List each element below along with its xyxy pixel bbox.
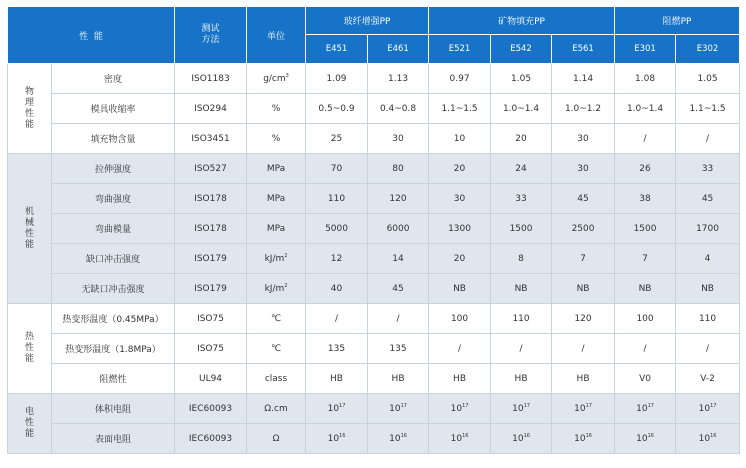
value-text: HB: [514, 373, 528, 384]
value-text: HB: [330, 373, 343, 384]
value-cell: [429, 124, 491, 154]
unit-text: class: [264, 373, 288, 384]
value-text: HB: [391, 373, 405, 384]
value-cell: [552, 424, 615, 454]
value-cell: [368, 124, 429, 154]
value-text: /: [458, 343, 462, 354]
property-name: 拉伸强度: [52, 154, 175, 184]
value-cell: [615, 184, 676, 214]
category-char: 电: [24, 407, 34, 417]
test-method: IEC60093: [175, 394, 247, 424]
unit-cell: [247, 244, 306, 274]
value-text: 10: [327, 403, 340, 414]
property-name: 阻燃性: [52, 364, 175, 394]
property-name: 热变形温度（1.8MPa）: [52, 334, 175, 364]
value-cell: [491, 184, 552, 214]
value-text: 1500: [633, 223, 657, 234]
table-row: [8, 274, 740, 304]
property-name: 弯曲强度: [52, 184, 175, 214]
value-cell: [615, 334, 676, 364]
value-text: 110: [327, 193, 346, 204]
table-row: [8, 334, 740, 364]
value-cell: [306, 184, 368, 214]
test-method: UL94: [175, 364, 247, 394]
value-cell: [615, 94, 676, 124]
property-name: 填充物含量: [52, 124, 175, 154]
value-cell: [615, 124, 676, 154]
value-text: 24: [515, 163, 527, 174]
value-cell: [429, 364, 491, 394]
value-text: NB: [638, 283, 652, 294]
value-cell: [615, 154, 676, 184]
header-grade: E302: [676, 35, 740, 64]
category-label: [8, 154, 52, 304]
table-row: [8, 424, 740, 454]
value-text: 1.0~1.2: [564, 103, 602, 114]
category-char: 性: [24, 418, 34, 428]
unit-text: ℃: [270, 343, 282, 354]
property-name: 体积电阻: [52, 394, 175, 424]
value-cell: [491, 94, 552, 124]
value-text: 1300: [448, 223, 471, 234]
category-char: 机: [24, 206, 34, 217]
value-cell: [306, 364, 368, 394]
value-cell: [491, 124, 552, 154]
value-cell: [676, 364, 740, 394]
test-method: ISO178: [175, 184, 247, 214]
spec-table-wrapper: [7, 6, 739, 454]
value-cell: [615, 304, 676, 334]
value-cell: [306, 274, 368, 304]
value-text: V0: [639, 373, 651, 384]
value-cell: [552, 304, 615, 334]
value-text: 1.0~1.4: [626, 103, 664, 114]
value-cell: [676, 124, 740, 154]
value-cell: [491, 214, 552, 244]
property-name: 缺口冲击强度: [52, 244, 175, 274]
unit-cell: [247, 304, 306, 334]
header-grade: E461: [368, 35, 429, 64]
value-cell: [429, 214, 491, 244]
header-group-mineral: 矿物填充PP: [429, 7, 615, 35]
unit-cell: [247, 334, 306, 364]
property-name: 模具收缩率: [52, 94, 175, 124]
value-text: 1.1~1.5: [689, 103, 726, 114]
unit-cell: [247, 274, 306, 304]
value-cell: [615, 274, 676, 304]
category-char: 性: [24, 108, 34, 119]
unit-text: kJ/m: [264, 253, 285, 264]
table-row: [8, 364, 740, 394]
value-cell: [552, 364, 615, 394]
value-text: 110: [512, 313, 530, 324]
value-text: 30: [577, 133, 589, 144]
header-group-flame-retardant: 阻燃PP: [615, 7, 740, 35]
value-text: /: [581, 343, 585, 354]
category-char: 能: [24, 239, 34, 250]
unit-text: %: [271, 133, 281, 144]
value-cell: [491, 244, 552, 274]
value-text: 10: [512, 403, 524, 414]
value-cell: [368, 334, 429, 364]
value-cell: [429, 274, 491, 304]
value-text: /: [519, 343, 523, 354]
category-char: 性: [24, 343, 34, 353]
value-text: 1.05: [511, 73, 532, 84]
value-text: 38: [639, 193, 651, 204]
value-text: 1.0~1.4: [502, 103, 540, 114]
value-text: HB: [453, 373, 466, 384]
value-text: 10: [450, 403, 463, 414]
value-text: 20: [515, 133, 527, 144]
value-cell: [491, 334, 552, 364]
value-cell: [429, 394, 491, 424]
property-name: 弯曲模量: [52, 214, 175, 244]
value-text: 30: [453, 193, 466, 204]
value-cell: [676, 184, 740, 214]
header-grade: E521: [429, 35, 491, 64]
value-cell: [552, 214, 615, 244]
unit-text: Ω.cm: [264, 403, 288, 414]
value-cell: [552, 154, 615, 184]
value-exponent: 17: [462, 402, 469, 409]
value-cell: [615, 64, 676, 94]
value-cell: [368, 304, 429, 334]
value-cell: [368, 274, 429, 304]
value-text: 1.05: [697, 73, 718, 84]
header-unit: 单位: [247, 7, 306, 64]
value-text: 120: [389, 193, 407, 204]
category-char: 械: [24, 217, 34, 228]
value-text: 45: [392, 283, 404, 294]
header-grade: E561: [552, 35, 615, 64]
value-text: 135: [327, 343, 346, 354]
value-text: 20: [453, 163, 466, 174]
value-cell: [676, 64, 740, 94]
value-cell: [306, 394, 368, 424]
value-text: 120: [574, 313, 592, 324]
test-method: ISO3451: [175, 124, 247, 154]
unit-text: MPa: [266, 223, 286, 234]
value-text: 45: [577, 193, 589, 204]
pp-properties-table: [7, 6, 740, 454]
value-text: 40: [330, 283, 343, 294]
value-text: /: [334, 313, 339, 324]
unit-cell: [247, 214, 306, 244]
value-exponent: 17: [647, 402, 654, 409]
header-grade: E542: [491, 35, 552, 64]
value-cell: [676, 94, 740, 124]
category-label: [8, 394, 52, 454]
value-cell: [552, 64, 615, 94]
unit-superscript: 3: [285, 72, 289, 79]
value-exponent: 16: [647, 432, 654, 439]
value-cell: [429, 154, 491, 184]
value-cell: [306, 244, 368, 274]
value-cell: [306, 424, 368, 454]
value-text: 7: [642, 253, 648, 264]
header-grade: E301: [615, 35, 676, 64]
value-text: /: [706, 133, 710, 144]
category-label: [8, 64, 52, 154]
value-text: 10: [389, 433, 401, 444]
value-cell: [429, 304, 491, 334]
value-cell: [552, 244, 615, 274]
unit-cell: [247, 424, 306, 454]
value-cell: [552, 124, 615, 154]
value-text: 12: [330, 253, 343, 264]
table-row: [8, 64, 740, 94]
value-text: 30: [577, 163, 589, 174]
value-text: 100: [450, 313, 469, 324]
value-text: 10: [389, 403, 401, 414]
value-cell: [368, 154, 429, 184]
value-cell: [552, 94, 615, 124]
header-test-method: 测试 方法: [175, 7, 247, 64]
test-method: ISO1183: [175, 64, 247, 94]
property-name: 密度: [52, 64, 175, 94]
value-text: 10: [698, 403, 711, 414]
unit-text: kJ/m: [264, 283, 285, 294]
value-cell: [368, 94, 429, 124]
table-row: [8, 124, 740, 154]
value-cell: [306, 214, 368, 244]
value-text: NB: [701, 283, 714, 294]
value-text: HB: [576, 373, 590, 384]
value-text: 10: [450, 433, 463, 444]
value-text: NB: [576, 283, 590, 294]
value-exponent: 16: [339, 432, 346, 439]
table-row: [8, 304, 740, 334]
value-cell: [491, 64, 552, 94]
property-name: 热变形温度（0.45MPa）: [52, 304, 175, 334]
value-cell: [552, 274, 615, 304]
value-text: 1.09: [326, 73, 347, 84]
value-text: 70: [330, 163, 343, 174]
header-grade: E451: [306, 35, 368, 64]
value-text: 110: [698, 313, 717, 324]
value-cell: [429, 94, 491, 124]
value-cell: [368, 244, 429, 274]
value-text: 10: [453, 133, 466, 144]
unit-cell: [247, 124, 306, 154]
value-cell: [491, 274, 552, 304]
category-char: 能: [24, 119, 34, 130]
value-exponent: 17: [710, 402, 717, 409]
value-text: 20: [453, 253, 466, 264]
value-exponent: 16: [585, 432, 592, 439]
value-cell: [368, 364, 429, 394]
value-text: 10: [636, 433, 648, 444]
value-text: 1700: [696, 223, 719, 234]
value-text: 1500: [509, 223, 533, 234]
property-name: 无缺口冲击强度: [52, 274, 175, 304]
value-text: 0.5~0.9: [318, 103, 355, 114]
unit-cell: [247, 394, 306, 424]
value-cell: [676, 244, 740, 274]
value-text: 2500: [571, 223, 595, 234]
test-method: ISO179: [175, 244, 247, 274]
value-text: 1.13: [388, 73, 409, 84]
unit-cell: [247, 154, 306, 184]
unit-text: g/cm: [263, 73, 286, 84]
value-cell: [676, 274, 740, 304]
test-method: ISO178: [175, 214, 247, 244]
value-text: 8: [518, 253, 524, 264]
value-exponent: 17: [523, 402, 530, 409]
value-text: V-2: [700, 373, 715, 384]
value-text: 7: [580, 253, 586, 264]
value-text: 26: [639, 163, 651, 174]
value-cell: [429, 184, 491, 214]
value-text: 10: [574, 433, 586, 444]
unit-text: MPa: [266, 193, 286, 204]
table-row: [8, 244, 740, 274]
value-cell: [368, 214, 429, 244]
value-exponent: 16: [400, 432, 407, 439]
unit-cell: [247, 184, 306, 214]
value-text: 4: [704, 253, 711, 264]
value-cell: [552, 184, 615, 214]
value-cell: [429, 244, 491, 274]
value-text: /: [396, 313, 400, 324]
value-cell: [368, 424, 429, 454]
value-text: /: [643, 343, 647, 354]
unit-superscript: 2: [284, 252, 288, 259]
value-text: 0.4~0.8: [379, 103, 417, 114]
value-text: /: [643, 133, 647, 144]
value-cell: [368, 184, 429, 214]
value-cell: [306, 94, 368, 124]
value-text: 1.1~1.5: [441, 103, 478, 114]
value-exponent: 17: [400, 402, 407, 409]
value-cell: [615, 394, 676, 424]
value-cell: [491, 394, 552, 424]
value-text: 6000: [386, 223, 410, 234]
table-row: [8, 94, 740, 124]
unit-cell: [247, 64, 306, 94]
value-text: 1.08: [635, 73, 656, 84]
value-cell: [676, 154, 740, 184]
value-cell: [676, 424, 740, 454]
value-text: 80: [392, 163, 404, 174]
unit-cell: [247, 94, 306, 124]
table-row: [8, 184, 740, 214]
value-cell: [615, 364, 676, 394]
value-cell: [552, 394, 615, 424]
value-cell: [491, 364, 552, 394]
value-exponent: 16: [710, 432, 717, 439]
test-method: ISO75: [175, 334, 247, 364]
value-cell: [676, 394, 740, 424]
value-cell: [429, 424, 491, 454]
category-char: 物: [24, 86, 34, 97]
unit-text: %: [271, 103, 281, 114]
table-row: [8, 214, 740, 244]
header-property: 性 能: [8, 7, 175, 64]
value-cell: [306, 154, 368, 184]
value-text: NB: [453, 283, 466, 294]
value-exponent: 17: [585, 402, 592, 409]
test-method: IEC60093: [175, 424, 247, 454]
test-method: ISO527: [175, 154, 247, 184]
value-text: 100: [636, 313, 654, 324]
table-body: [8, 64, 740, 454]
value-text: 1.14: [573, 73, 594, 84]
value-text: 45: [701, 193, 714, 204]
value-cell: [615, 244, 676, 274]
value-exponent: 16: [523, 432, 530, 439]
value-text: 14: [392, 253, 404, 264]
value-text: 10: [698, 433, 711, 444]
value-exponent: 17: [339, 402, 346, 409]
value-cell: [306, 64, 368, 94]
value-cell: [368, 64, 429, 94]
value-cell: [429, 64, 491, 94]
value-text: 10: [327, 433, 340, 444]
category-char: 能: [24, 354, 34, 364]
value-cell: [491, 304, 552, 334]
value-cell: [552, 334, 615, 364]
value-text: /: [706, 343, 710, 354]
table-row: [8, 394, 740, 424]
value-cell: [306, 124, 368, 154]
value-cell: [429, 334, 491, 364]
value-text: 33: [701, 163, 714, 174]
value-cell: [676, 304, 740, 334]
value-cell: [491, 424, 552, 454]
test-method: ISO75: [175, 304, 247, 334]
value-cell: [368, 394, 429, 424]
category-label: [8, 304, 52, 394]
header-group-glass-fiber: 玻纤增强PP: [306, 7, 429, 35]
table-row: [8, 154, 740, 184]
test-method: ISO179: [175, 274, 247, 304]
category-char: 理: [24, 97, 34, 108]
value-text: NB: [514, 283, 528, 294]
category-char: 性: [24, 228, 34, 239]
value-cell: [491, 154, 552, 184]
category-char: 能: [24, 429, 34, 439]
value-cell: [676, 214, 740, 244]
value-text: 30: [392, 133, 404, 144]
unit-text: Ω: [272, 433, 280, 444]
value-exponent: 16: [462, 432, 469, 439]
value-text: 25: [330, 133, 343, 144]
value-cell: [676, 334, 740, 364]
value-text: 33: [515, 193, 527, 204]
value-cell: [615, 424, 676, 454]
category-char: 热: [24, 332, 34, 342]
unit-superscript: 2: [284, 282, 288, 289]
value-text: 0.97: [449, 73, 470, 84]
value-cell: [306, 334, 368, 364]
unit-text: ℃: [270, 313, 282, 324]
property-name: 表面电阻: [52, 424, 175, 454]
value-text: 5000: [325, 223, 348, 234]
value-text: 10: [512, 433, 524, 444]
value-cell: [615, 214, 676, 244]
value-text: 135: [389, 343, 407, 354]
value-text: 10: [574, 403, 586, 414]
test-method: ISO294: [175, 94, 247, 124]
unit-cell: [247, 364, 306, 394]
unit-text: MPa: [266, 163, 286, 174]
value-cell: [306, 304, 368, 334]
value-text: 10: [636, 403, 648, 414]
